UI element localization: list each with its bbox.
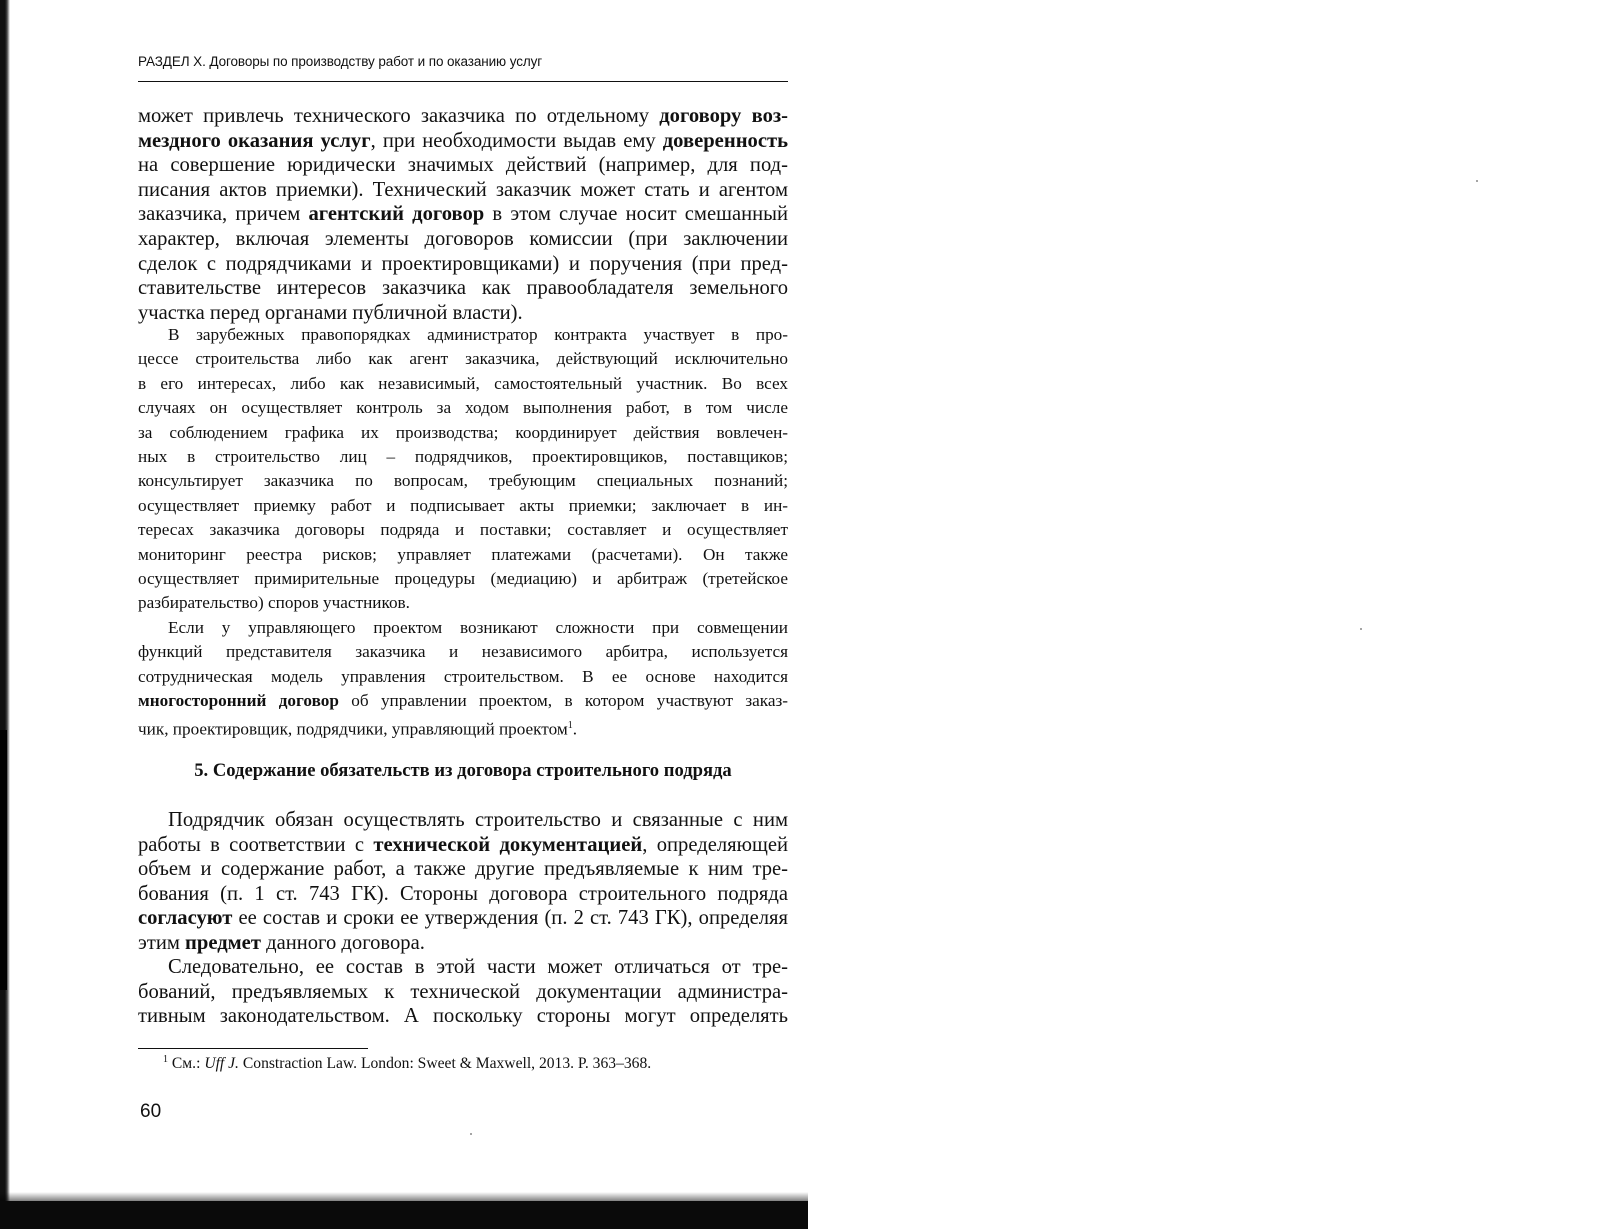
scan-speck — [470, 1133, 472, 1135]
section-heading: 5. Содержание обязательств из договора строительного подряда — [194, 760, 732, 781]
text-line: осуществляет примирительные процедуры (медиацию) и арбитраж (третейское — [138, 569, 788, 589]
text-line: многосторонний договор об управлении проектом, в котором участвуют заказ- — [138, 691, 788, 711]
scan-bottom-edge — [0, 1201, 808, 1229]
book-page — [138, 0, 788, 1190]
text-line: работы в соответствии с технической документацией, определяющей — [138, 833, 788, 856]
scan-speck — [1360, 628, 1362, 630]
text-line: тивным законодательством. А поскольку стороны могут определять — [138, 1005, 788, 1028]
paragraph-5 — [138, 955, 788, 1029]
page-number: 60 — [140, 1101, 162, 1122]
text-line: разбирательство) споров участников. — [138, 593, 410, 613]
text-line: цессе строительства либо как агент заказчика, действующий исключительно — [138, 349, 788, 369]
text-line: мониторинг реестра рисков; управляет платежами (расчетами). Он также — [138, 544, 788, 564]
footnote: $^1$ См.: Uff J. Constraction Law. London: Sweet & Maxwell, 2013. P. 363–368. — [163, 1054, 652, 1073]
text-line: этим предмет данного договора. — [138, 931, 425, 954]
text-line: сотрудническая модель управления строительством. В ее основе находится — [138, 666, 788, 686]
text-line: случаях он осуществляет контроль за ходом выполнения работ, в том числе — [138, 398, 788, 418]
text-line: ных в строительство лиц – подрядчиков, проектировщиков, поставщиков; — [138, 447, 788, 467]
text-line: бований, предъявляемых к технической документации администра- — [138, 980, 788, 1003]
text-line: на совершение юридически значимых действий (например, для под- — [138, 154, 788, 177]
footnote-marker: 1 — [163, 1054, 168, 1065]
text-line: осуществляет приемку работ и подписывает акты приемки; заключает в ин- — [138, 495, 788, 515]
paragraph-3-small-print — [138, 616, 788, 742]
text-line: может привлечь технического заказчика по отдельному договору воз- — [138, 105, 789, 127]
text-line: Если у управляющего проектом возникают сложности при совмещении — [168, 618, 788, 637]
paragraph-2-small-print — [138, 323, 788, 616]
text-line: в его интересах, либо как независимый, самостоятельный участник. Во всех — [138, 373, 788, 393]
footnote-author: Uff J. — [204, 1055, 239, 1073]
footnote-rule — [138, 1048, 368, 1049]
text-line: В зарубежных правопорядках администратор контракта участвует в про- — [168, 325, 788, 344]
text-line: тересах заказчика договоры подряда и поставки; составляет и осуществляет — [138, 520, 788, 540]
text-line: бования (п. 1 ст. 743 ГК). Стороны договора строительного подряда — [138, 882, 788, 905]
scan-left-mark — [0, 730, 7, 990]
text-line: за соблюдением графика их производства; координирует действия вовлечен- — [138, 422, 788, 442]
running-head: РАЗДЕЛ X. Договоры по производству работ и по оказанию услуг — [138, 54, 543, 69]
header-rule — [138, 81, 788, 82]
paragraph-1 — [138, 104, 788, 325]
text-line: объем и содержание работ, а также другие предъявляемые к ним тре- — [138, 858, 788, 881]
text-line: функций представителя заказчика и независимого арбитра, используется — [138, 642, 788, 662]
footnote-ref: 1 — [567, 719, 573, 731]
text-line: заказчика, причем агентский договор в этом случае носит смешанный — [138, 203, 789, 226]
text-line: писания актов приемки). Технический заказчик может стать и агентом — [138, 178, 788, 201]
scan-left-edge — [0, 0, 10, 1229]
text-line: сделок с подрядчиками и проектировщиками) и поручения (при пред- — [138, 252, 788, 275]
paragraph-4 — [138, 808, 788, 956]
text-line: согласуют ее состав и сроки ее утверждения (п. 2 ст. 743 ГК), определяя — [138, 907, 788, 930]
text-line: мездного оказания услуг, при необходимости выдав ему доверенность — [138, 129, 788, 152]
text-line: чик, проектировщик, подрядчики, управляющий проектом$^1$. — [138, 719, 578, 739]
text-line: Следовательно, ее состав в этой части может отличаться от тре- — [168, 956, 788, 978]
text-line: участка перед органами публичной власти). — [138, 301, 523, 324]
text-line: характер, включая элементы договоров комиссии (при заключении — [138, 227, 788, 250]
text-line: ставительстве интересов заказчика как правообладателя земельного — [138, 277, 788, 300]
scan-speck — [1476, 180, 1478, 182]
text-line: консультирует заказчика по вопросам, требующим специальных познаний; — [138, 471, 788, 491]
text-line: Подрядчик обязан осуществлять строительство и связанные с ним — [168, 809, 788, 831]
